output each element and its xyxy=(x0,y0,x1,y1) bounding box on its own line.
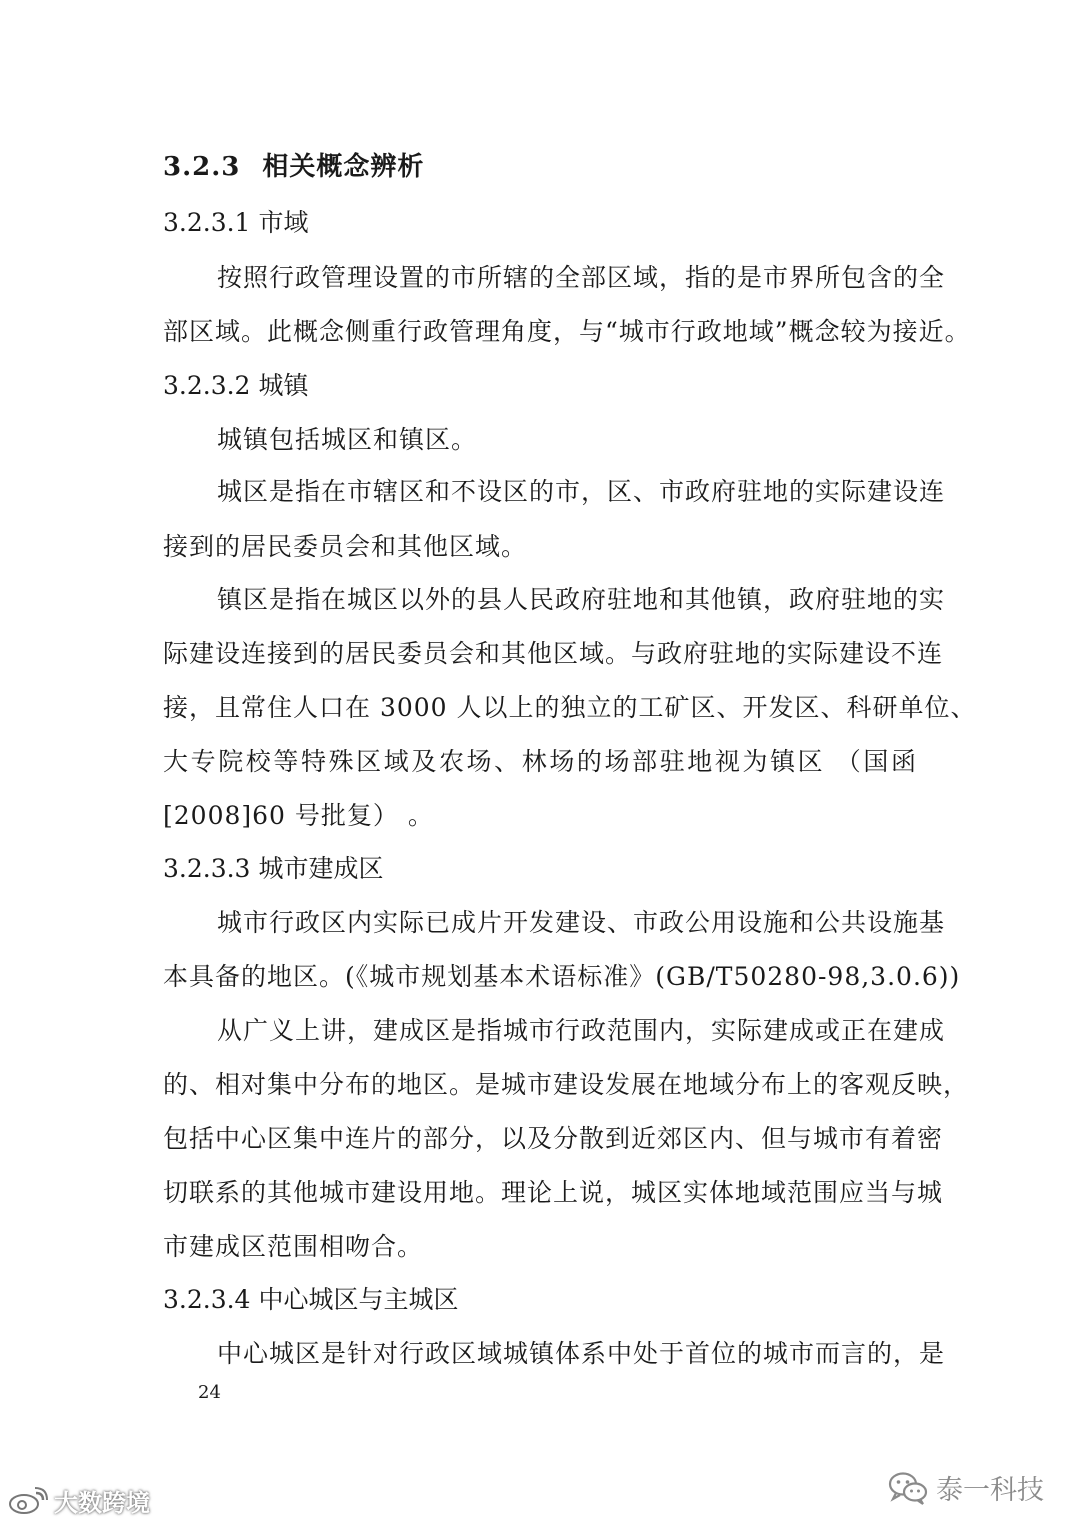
paragraph-line: 城镇包括城区和镇区。 xyxy=(217,425,478,454)
watermark-left-text: 大数跨境 xyxy=(54,1489,150,1517)
subsection-heading-chengzhen xyxy=(163,366,308,402)
subsection-number: 3.2.3.2 xyxy=(163,371,251,400)
wechat-icon xyxy=(888,1471,928,1505)
paragraph-line: 的、相对集中分布的地区。是城市建设发展在地域分布上的客观反映， xyxy=(163,1070,970,1099)
paragraph-line: 从广义上讲，建成区是指城市行政范围内，实际建成或正在建成 xyxy=(217,1016,946,1045)
paragraph-line: 际建设连接到的居民委员会和其他区域。与政府驻地的实际建设不连 xyxy=(163,639,944,668)
paragraph-line: 大专院校等特殊区域及农场、林场的场部驻地视为镇区 （国函 xyxy=(163,747,917,776)
page-number: 24 xyxy=(198,1382,221,1403)
paragraph-line: [2008]60 号批复） 。 xyxy=(163,801,434,830)
subsection-title: 中心城区与主城区 xyxy=(258,1285,459,1314)
paragraph-line: 城市行政区内实际已成片开发建设、市政公用设施和公共设施基 xyxy=(217,908,946,937)
section-heading-title: 相关概念辨析 xyxy=(262,152,425,182)
watermark-right xyxy=(888,1468,1044,1507)
paragraph-line: 部区域。此概念侧重行政管理角度，与“城市行政地域”概念较为接近。 xyxy=(163,317,971,346)
subsection-title: 城镇 xyxy=(258,371,309,400)
paragraph-line: 包括中心区集中连片的部分，以及分散到近郊区内、但与城市有着密 xyxy=(163,1124,944,1153)
weibo-logo-icon xyxy=(8,1487,48,1515)
section-heading-number: 3.2.3 xyxy=(163,152,241,182)
paragraph-line: 按照行政管理设置的市所辖的全部区域，指的是市界所包含的全 xyxy=(217,263,946,292)
paragraph-line: 市建成区范围相吻合。 xyxy=(163,1232,424,1261)
paragraph-line: 接到的居民委员会和其他区域。 xyxy=(163,532,528,561)
subsection-heading-zhongxinchengqu xyxy=(163,1280,458,1316)
subsection-number: 3.2.3.4 xyxy=(163,1285,251,1314)
subsection-number: 3.2.3.3 xyxy=(163,854,251,883)
subsection-title: 城市建成区 xyxy=(258,854,384,883)
paragraph-line: 镇区是指在城区以外的县人民政府驻地和其他镇，政府驻地的实 xyxy=(217,585,946,614)
subsection-heading-shiyu xyxy=(163,203,308,239)
paragraph-line: 切联系的其他城市建设用地。理论上说，城区实体地域范围应当与城 xyxy=(163,1178,944,1207)
paragraph-line: 中心城区是针对行政区域城镇体系中处于首位的城市而言的，是 xyxy=(217,1339,946,1368)
subsection-heading-jianchengqu xyxy=(163,849,383,885)
paragraph-line: 接，且常住人口在 3000 人以上的独立的工矿区、开发区、科研单位、 xyxy=(163,693,977,722)
section-heading xyxy=(163,146,424,183)
watermark-left xyxy=(8,1483,150,1518)
subsection-number: 3.2.3.1 xyxy=(163,208,251,237)
paragraph-line: 本具备的地区。(《城市规划基本术语标准》(GB/T50280-98,3.0.6)) xyxy=(163,962,961,991)
watermark-right-text: 泰一科技 xyxy=(936,1475,1044,1506)
subsection-title: 市域 xyxy=(258,208,309,237)
paragraph-line: 城区是指在市辖区和不设区的市，区、市政府驻地的实际建设连 xyxy=(217,477,946,506)
